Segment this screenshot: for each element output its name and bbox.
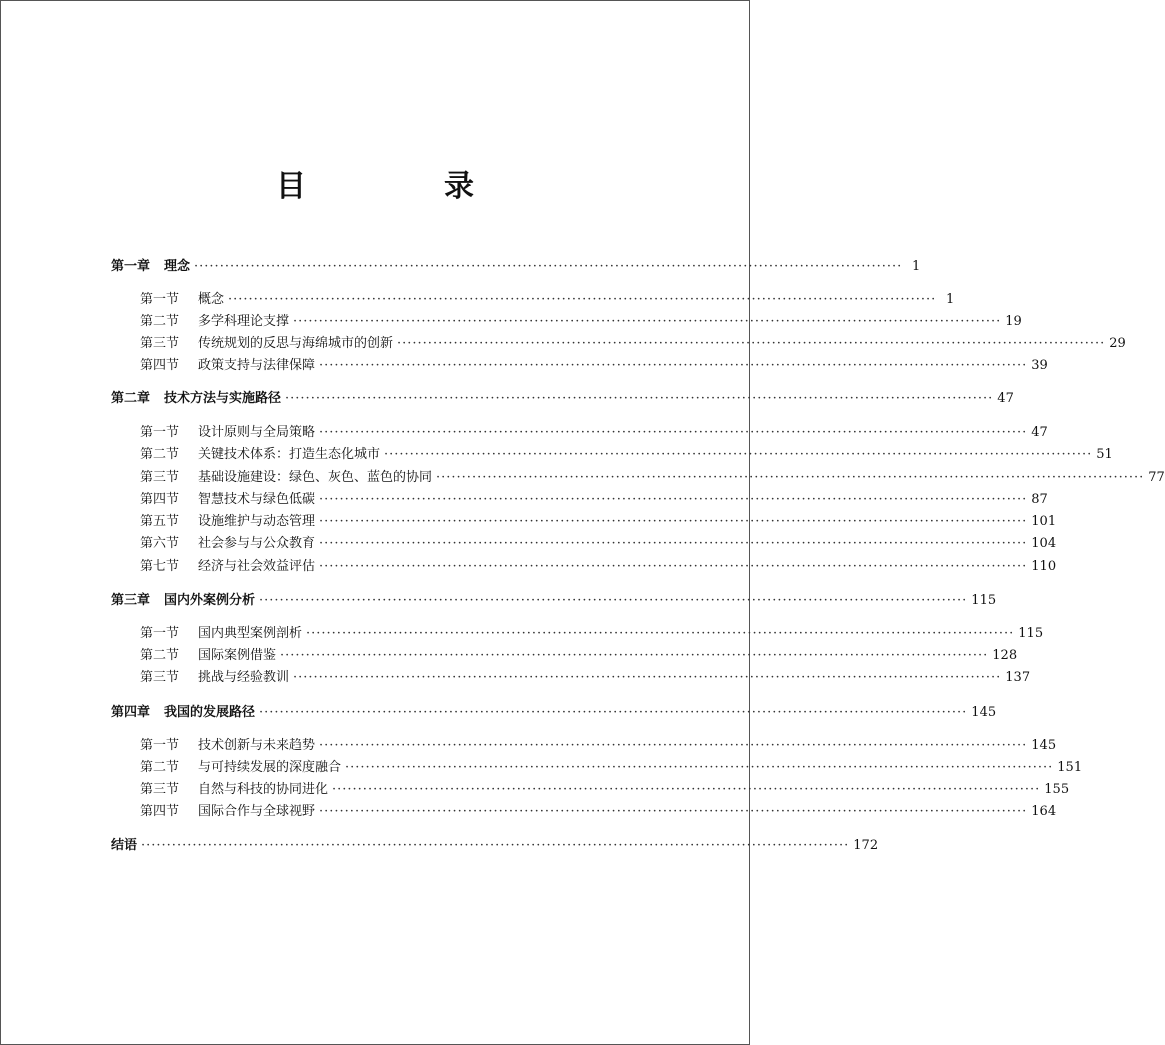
page-number: 155 xyxy=(1044,782,1070,797)
page-number: 87 xyxy=(1031,492,1048,507)
page-number: 29 xyxy=(1109,336,1126,351)
toc-section-3-1[interactable] xyxy=(140,623,1044,645)
page-number: 19 xyxy=(1005,314,1022,329)
dot-leader: ·········································································································································· xyxy=(384,447,1093,462)
section-number: 第二节 xyxy=(140,447,180,462)
page-number: 1 xyxy=(912,259,921,274)
chapter-title: 我国的发展路径 xyxy=(164,705,256,720)
dot-leader: ·········································································································································· xyxy=(319,536,1028,551)
dot-leader: ·········································································································································· xyxy=(319,358,1028,373)
section-title: 与可持续发展的深度融合 xyxy=(198,760,342,775)
section-number: 第七节 xyxy=(140,559,180,574)
section-number: 第六节 xyxy=(140,536,180,551)
page-number: 1 xyxy=(946,292,955,307)
chapter-number: 第三章 xyxy=(111,593,151,608)
dot-leader: ·········································································································································· xyxy=(345,760,1054,775)
page-number: 115 xyxy=(1018,626,1044,641)
dot-leader: ·········································································································································· xyxy=(319,559,1028,574)
page-number: 47 xyxy=(997,391,1014,406)
section-number: 第一节 xyxy=(140,738,180,753)
section-title: 智慧技术与绿色低碳 xyxy=(198,492,316,507)
section-title: 政策支持与法律保障 xyxy=(198,358,316,373)
section-title: 关键技术体系：打造生态化城市 xyxy=(198,447,381,462)
page-number: 51 xyxy=(1096,447,1113,462)
section-number: 第一节 xyxy=(140,626,180,641)
section-number: 第二节 xyxy=(140,314,180,329)
toc-chapter-3[interactable] xyxy=(111,590,997,612)
chapter-number: 第一章 xyxy=(111,259,151,274)
toc-section-1-2[interactable] xyxy=(140,311,1022,333)
section-number: 第三节 xyxy=(140,470,180,485)
toc-section-1-3[interactable] xyxy=(140,333,1126,355)
toc-section-4-1[interactable] xyxy=(140,735,1057,757)
toc-chapter-2[interactable] xyxy=(111,388,1014,410)
section-title: 传统规划的反思与海绵城市的创新 xyxy=(198,336,394,351)
toc-chapter-4[interactable] xyxy=(111,702,997,724)
section-number: 第二节 xyxy=(140,648,180,663)
chapter-title: 技术方法与实施路径 xyxy=(164,391,282,406)
dot-leader: ·········································································································································· xyxy=(319,492,1028,507)
page-number: 47 xyxy=(1031,425,1048,440)
dot-leader: ·········································································································································· xyxy=(293,314,1002,329)
page-number: 151 xyxy=(1057,760,1083,775)
chapter-number: 第四章 xyxy=(111,705,151,720)
dot-leader: ·········································································································································· xyxy=(280,648,989,663)
page-number: 145 xyxy=(971,705,997,720)
chapter-title: 结语 xyxy=(111,838,138,853)
dot-leader: ·········································································································································· xyxy=(293,670,1002,685)
section-title: 设计原则与全局策略 xyxy=(198,425,316,440)
page-number: 137 xyxy=(1005,670,1031,685)
chapter-title: 理念 xyxy=(164,259,191,274)
toc-section-3-2[interactable] xyxy=(140,645,1018,667)
section-number: 第三节 xyxy=(140,336,180,351)
page-number: 110 xyxy=(1031,559,1057,574)
chapter-number: 第二章 xyxy=(111,391,151,406)
toc-section-4-4[interactable] xyxy=(140,801,1057,823)
section-number: 第一节 xyxy=(140,292,180,307)
page-number: 128 xyxy=(992,648,1018,663)
page-number: 39 xyxy=(1031,358,1048,373)
page-number: 115 xyxy=(971,593,997,608)
section-title: 国内典型案例剖析 xyxy=(198,626,303,641)
page-number: 101 xyxy=(1031,514,1057,529)
toc-section-2-7[interactable] xyxy=(140,556,1057,578)
toc-chapter-1[interactable] xyxy=(111,256,921,278)
toc-conclusion[interactable] xyxy=(111,835,879,857)
chapter-title: 国内外案例分析 xyxy=(164,593,256,608)
toc-section-2-4[interactable] xyxy=(140,489,1048,511)
section-title: 社会参与与公众教育 xyxy=(198,536,316,551)
page-number: 104 xyxy=(1031,536,1057,551)
section-number: 第四节 xyxy=(140,358,180,373)
section-number: 第三节 xyxy=(140,670,180,685)
dot-leader: ·········································································································································· xyxy=(436,470,1145,485)
page-number: 172 xyxy=(853,838,879,853)
section-title: 经济与社会效益评估 xyxy=(198,559,316,574)
section-number: 第二节 xyxy=(140,760,180,775)
page-number: 145 xyxy=(1031,738,1057,753)
dot-leader: ·········································································································································· xyxy=(259,593,968,608)
section-title: 概念 xyxy=(198,292,225,307)
dot-leader: ·········································································································································· xyxy=(319,804,1028,819)
dot-leader: ·········································································································································· xyxy=(228,292,937,307)
toc-section-3-3[interactable] xyxy=(140,667,1031,689)
dot-leader: ·········································································································································· xyxy=(319,514,1028,529)
toc-section-2-5[interactable] xyxy=(140,511,1057,533)
section-title: 自然与科技的协同进化 xyxy=(198,782,329,797)
dot-leader: ·········································································································································· xyxy=(397,336,1106,351)
section-title: 设施维护与动态管理 xyxy=(198,514,316,529)
toc-section-1-4[interactable] xyxy=(140,355,1048,377)
dot-leader: ·········································································································································· xyxy=(319,738,1028,753)
toc-section-4-2[interactable] xyxy=(140,757,1083,779)
toc-section-1-1[interactable] xyxy=(140,289,955,311)
dot-leader: ·········································································································································· xyxy=(285,391,994,406)
dot-leader: ·········································································································································· xyxy=(194,259,903,274)
dot-leader: ·········································································································································· xyxy=(141,838,850,853)
section-title: 多学科理论支撑 xyxy=(198,314,290,329)
section-number: 第四节 xyxy=(140,804,180,819)
toc-section-2-2[interactable] xyxy=(140,444,1113,466)
section-title: 技术创新与未来趋势 xyxy=(198,738,316,753)
section-number: 第四节 xyxy=(140,492,180,507)
toc-section-4-3[interactable] xyxy=(140,779,1070,801)
section-number: 第一节 xyxy=(140,425,180,440)
toc-section-2-3[interactable] xyxy=(140,467,1165,489)
dot-leader: ·········································································································································· xyxy=(319,425,1028,440)
page-title: 目 录 xyxy=(276,169,528,204)
page-number: 164 xyxy=(1031,804,1057,819)
toc-section-2-6[interactable] xyxy=(140,533,1057,555)
section-number: 第三节 xyxy=(140,782,180,797)
dot-leader: ·········································································································································· xyxy=(259,705,968,720)
section-title: 国际合作与全球视野 xyxy=(198,804,316,819)
section-number: 第五节 xyxy=(140,514,180,529)
dot-leader: ·········································································································································· xyxy=(306,626,1015,641)
dot-leader: ·········································································································································· xyxy=(332,782,1041,797)
section-title: 基础设施建设：绿色、灰色、蓝色的协同 xyxy=(198,470,433,485)
section-title: 挑战与经验教训 xyxy=(198,670,290,685)
toc-section-2-1[interactable] xyxy=(140,422,1048,444)
page-number: 77 xyxy=(1148,470,1165,485)
section-title: 国际案例借鉴 xyxy=(198,648,277,663)
